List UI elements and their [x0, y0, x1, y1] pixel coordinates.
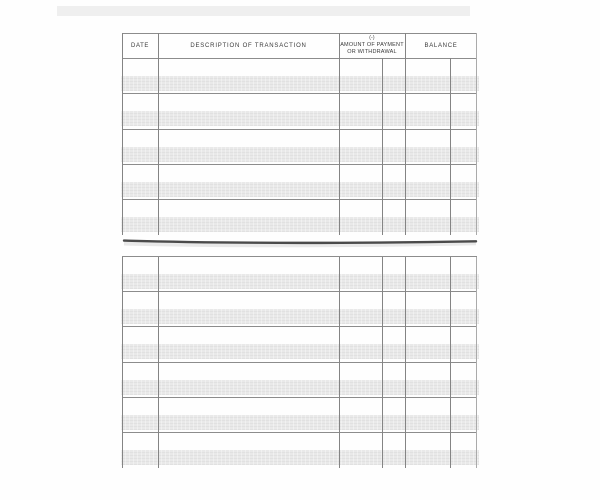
grid-line-balance-cents-divider: [450, 257, 451, 468]
date-label: DATE: [131, 43, 149, 49]
register-row: [122, 200, 477, 234]
row-shading-band: [121, 309, 479, 324]
row-shading-band: [121, 76, 479, 91]
grid-line-balance-cents-divider: [450, 58, 451, 235]
register-row: [122, 94, 477, 129]
grid-line-right-border: [476, 33, 477, 235]
payment-label-line2: OR WITHDRAWAL: [347, 48, 397, 55]
column-header-date: [122, 34, 158, 58]
grid-line-left-border: [122, 33, 123, 235]
register-row: [122, 327, 477, 362]
column-header-payment: [339, 34, 405, 58]
description-label: DESCRIPTION OF TRANSACTION: [190, 43, 307, 49]
grid-line-right-border: [476, 257, 477, 468]
row-shading-band: [121, 380, 479, 395]
column-header-balance: [405, 34, 477, 58]
register-row: [122, 59, 477, 94]
grid-line-payment-cents-divider: [382, 58, 383, 235]
grid-line-payment-divider: [405, 257, 406, 468]
register-row: [122, 165, 477, 200]
register-row: [122, 130, 477, 165]
row-shading-band: [121, 415, 479, 430]
payment-label-line1: AMOUNT OF PAYMENT: [340, 41, 404, 48]
row-shading-band: [121, 111, 479, 126]
grid-line-date-divider: [158, 33, 159, 235]
row-shading-band: [121, 217, 479, 232]
register-row: [122, 363, 477, 398]
row-shading-band: [121, 182, 479, 197]
column-header-description: [158, 34, 339, 58]
register-table-top: [122, 33, 477, 235]
payment-minus-sign: (-): [369, 35, 375, 42]
register-row: [122, 292, 477, 327]
register-row: [122, 398, 477, 433]
grid-line-left-border: [122, 257, 123, 468]
grid-line-date-divider: [158, 257, 159, 468]
grid-line-description-divider: [339, 33, 340, 235]
row-shading-band: [121, 274, 479, 289]
grid-line-description-divider: [339, 257, 340, 468]
grid-line-payment-divider: [405, 33, 406, 235]
register-rows-bottom: [122, 257, 477, 467]
row-shading-band: [121, 450, 479, 465]
page-top-edge-band: [57, 6, 470, 16]
register-row: [122, 433, 477, 467]
grid-line-payment-cents-divider: [382, 257, 383, 468]
register-row: [122, 257, 477, 292]
balance-label: BALANCE: [424, 43, 458, 49]
row-shading-band: [121, 344, 479, 359]
register-table-bottom: [122, 256, 477, 468]
row-shading-band: [121, 147, 479, 162]
register-header-row: [122, 33, 477, 59]
register-rows-top: [122, 59, 477, 234]
